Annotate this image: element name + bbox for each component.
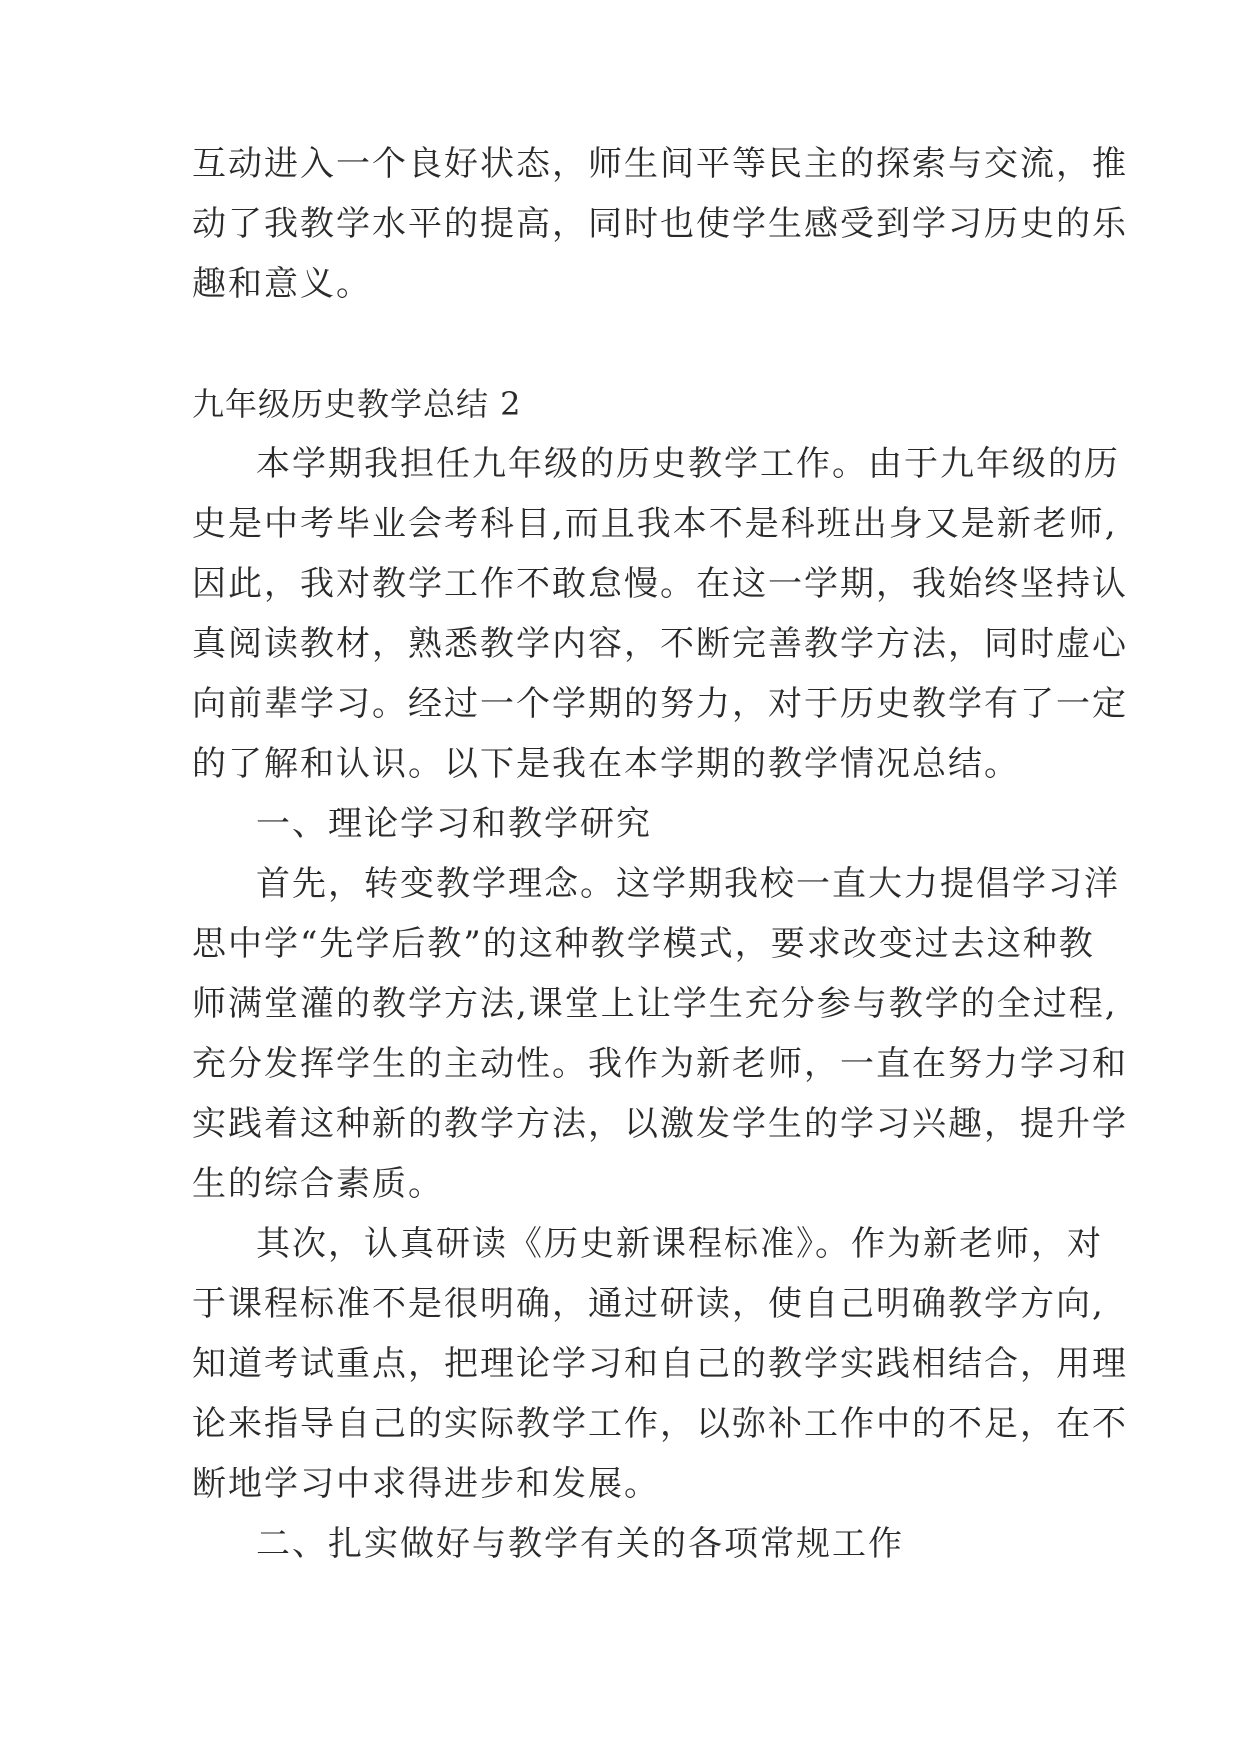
text-line: 师满堂灌的教学方法,课堂上让学生充分参与教学的全过程, bbox=[192, 984, 1118, 1024]
text-line: 其次，认真研读《历史新课程标准》。作为新老师，对 bbox=[256, 1224, 1103, 1264]
text-line: 的了解和认识。以下是我在本学期的教学情况总结。 bbox=[192, 744, 1020, 784]
text-line: 史是中考毕业会考科目,而且我本不是科班出身又是新老师, bbox=[192, 504, 1118, 544]
text-line: 生的综合素质。 bbox=[192, 1164, 444, 1204]
text-line: 首先，转变教学理念。这学期我校一直大力提倡学习洋 bbox=[256, 864, 1120, 904]
subheading: 一、理论学习和教学研究 bbox=[256, 804, 652, 844]
text-line: 本学期我担任九年级的历史教学工作。由于九年级的历 bbox=[256, 444, 1120, 484]
text-line: 实践着这种新的教学方法，以激发学生的学习兴趣，提升学 bbox=[192, 1104, 1128, 1144]
text-line: 动了我教学水平的提高，同时也使学生感受到学习历史的乐 bbox=[192, 204, 1128, 244]
text-line: 因此，我对教学工作不敢怠慢。在这一学期，我始终坚持认 bbox=[192, 564, 1128, 604]
text-line: 向前辈学习。经过一个学期的努力，对于历史教学有了一定 bbox=[192, 684, 1128, 724]
text-line: 互动进入一个良好状态，师生间平等民主的探索与交流，推 bbox=[192, 144, 1128, 184]
text-line: 真阅读教材，熟悉教学内容，不断完善教学方法，同时虚心 bbox=[192, 624, 1128, 664]
section-title: 九年级历史教学总结 2 bbox=[192, 385, 522, 423]
text-line: 论来指导自己的实际教学工作，以弥补工作中的不足，在不 bbox=[192, 1404, 1128, 1444]
text-line: 知道考试重点，把理论学习和自己的教学实践相结合，用理 bbox=[192, 1344, 1128, 1384]
text-line: 趣和意义。 bbox=[192, 264, 372, 304]
text-line: 于课程标准不是很明确，通过研读，使自己明确教学方向, bbox=[192, 1284, 1105, 1324]
subheading: 二、扎实做好与教学有关的各项常规工作 bbox=[256, 1524, 904, 1564]
text-line: 思中学“先学后教”的这种教学模式，要求改变过去这种教 bbox=[192, 924, 1095, 964]
text-line: 充分发挥学生的主动性。我作为新老师，一直在努力学习和 bbox=[192, 1044, 1128, 1084]
text-line: 断地学习中求得进步和发展。 bbox=[192, 1464, 660, 1504]
